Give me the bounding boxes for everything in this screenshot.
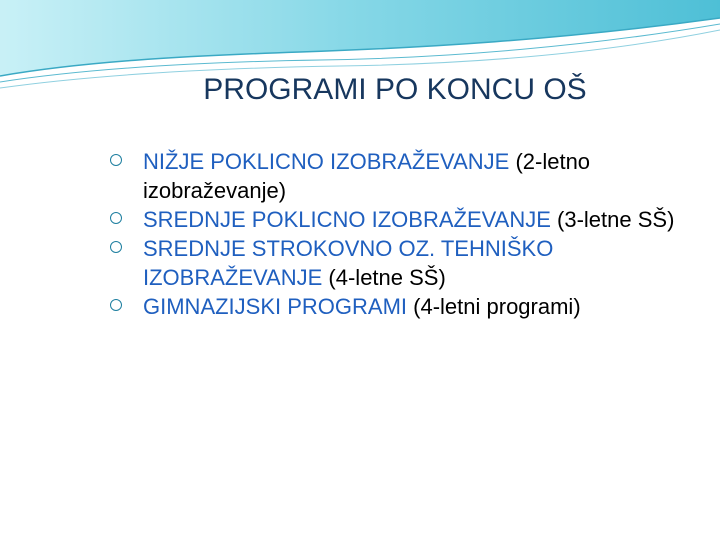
bullet-main-text: NIŽJE POKLICNO IZOBRAŽEVANJE [143, 149, 510, 174]
bullet-detail-text: (2-letno izobraževanje) [143, 149, 591, 203]
list-item [0, 205, 720, 234]
list-item [0, 292, 720, 321]
hollow-circle-icon [110, 212, 122, 224]
hollow-circle-icon [110, 154, 122, 166]
bullet-detail-text: (4-letni programi) [413, 294, 581, 319]
bullet-list [0, 147, 720, 321]
slide-title: PROGRAMI PO KONCU OŠ [203, 73, 587, 106]
bullet-main-text: GIMNAZIJSKI PROGRAMI [143, 294, 408, 319]
list-item [0, 234, 720, 292]
bullet-main-text: SREDNJE STROKOVNO OZ. TEHNIŠKO IZOBRAŽEVANJE [143, 236, 554, 290]
bullet-detail-text: (4-letne SŠ) [328, 265, 446, 290]
bullet-detail-text: (3-letne SŠ) [557, 207, 675, 232]
hollow-circle-icon [110, 299, 122, 311]
list-item [0, 147, 720, 205]
bullet-main-text: SREDNJE POKLICNO IZOBRAŽEVANJE [143, 207, 551, 232]
hollow-circle-icon [110, 241, 122, 253]
